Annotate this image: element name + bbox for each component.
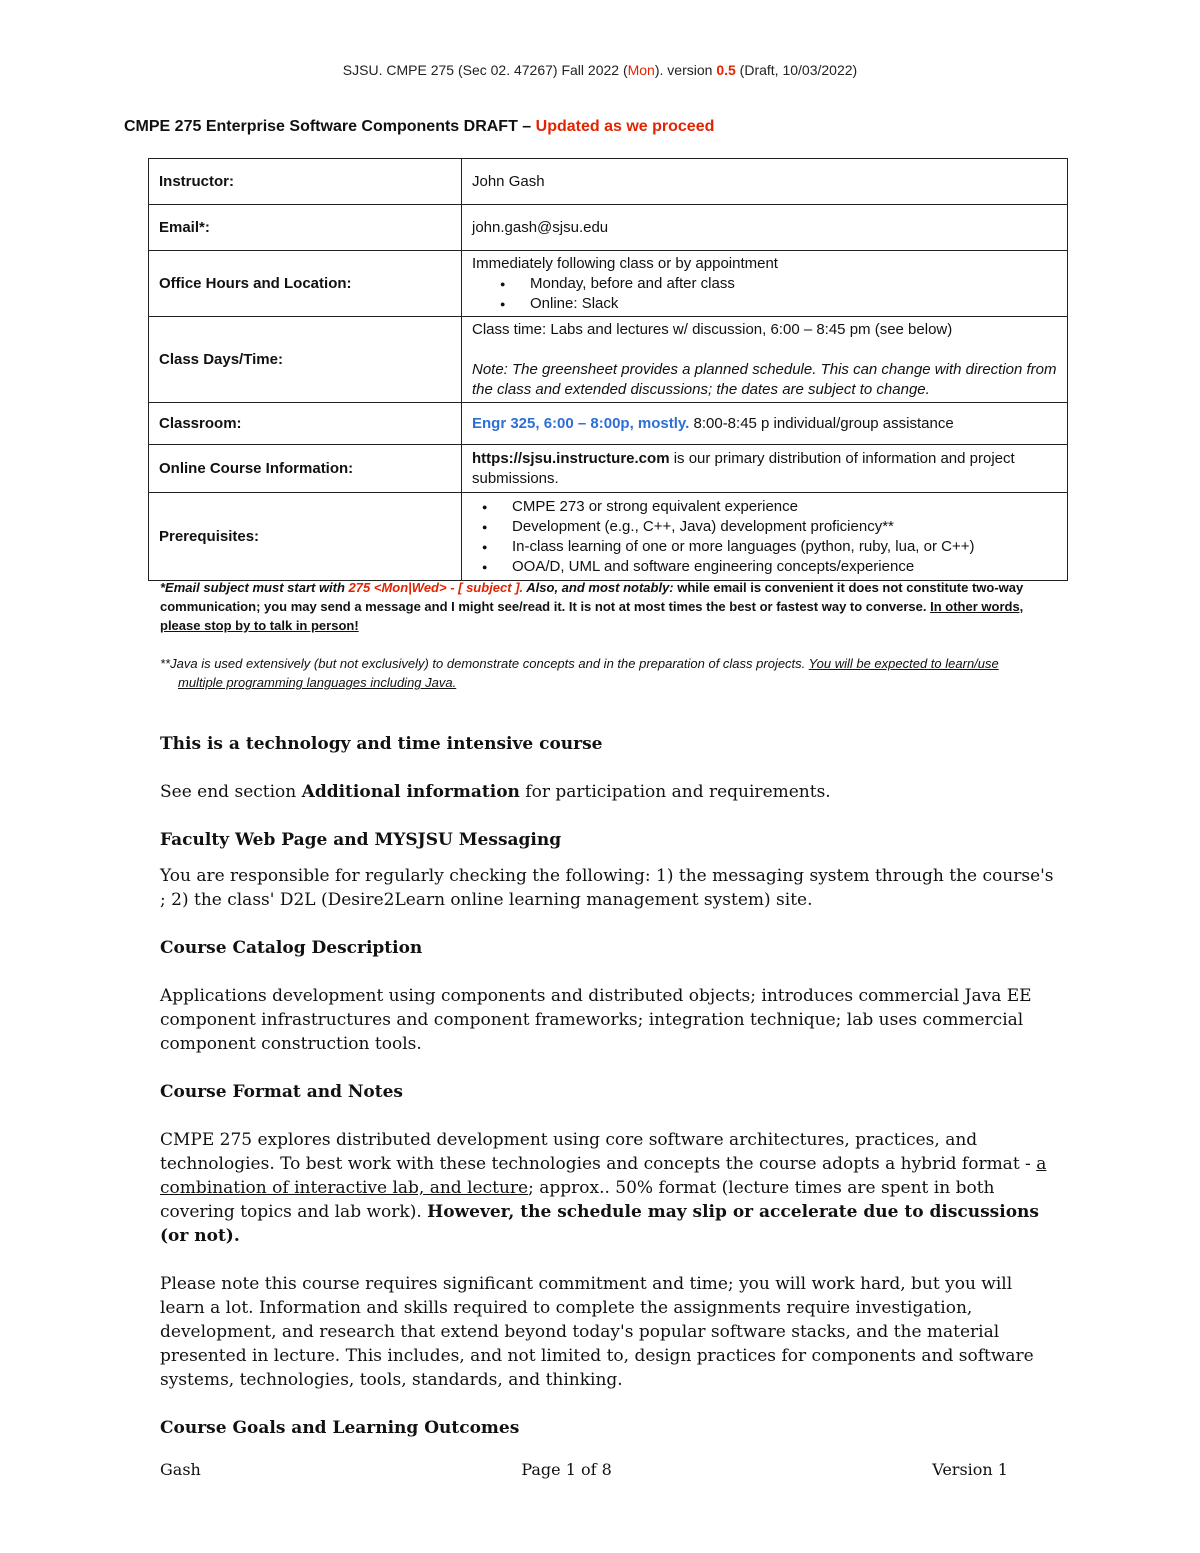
office-item: ● Monday, before and after class	[530, 274, 1057, 294]
row-classroom	[149, 403, 1068, 445]
footer-author: Gash	[160, 1460, 201, 1479]
title-note: Updated as we proceed	[535, 118, 715, 135]
room-label: Classroom:	[149, 403, 462, 445]
format-underline: a combination of interactive lab, and lecture	[160, 1154, 1047, 1198]
prereq-item: ● CMPE 273 or strong equivalent experience	[512, 497, 1057, 517]
see-end-paragraph	[160, 780, 1060, 804]
room-value	[462, 403, 1068, 445]
row-online	[149, 445, 1068, 493]
online-label: Online Course Information:	[149, 445, 462, 493]
footer-version: Version 1	[932, 1460, 1008, 1479]
class-value	[462, 317, 1068, 403]
room-highlight: Engr 325, 6:00 – 8:00p, mostly.	[472, 414, 690, 432]
heading-catalog: Course Catalog Description	[160, 938, 423, 958]
room-rest: 8:00-8:45 p individual/group assistance	[689, 414, 954, 432]
header-day: Mon	[627, 62, 655, 78]
row-email	[149, 205, 1068, 251]
note1-b: Also, and most notably:	[523, 580, 674, 595]
office-item: ● Online: Slack	[530, 294, 1057, 314]
office-line: Immediately following class or by appointment	[472, 254, 778, 272]
heading-goals: Course Goals and Learning Outcomes	[160, 1418, 520, 1438]
format-b: ; approx.. 50% format (lecture times are spent in both covering topics and lab work).	[160, 1178, 995, 1222]
prereq-list	[472, 497, 1057, 577]
instructor-value: John Gash	[462, 159, 1068, 205]
header-text-1: SJSU. CMPE 275 (Sec 02. 47267) Fall 2022 (	[342, 62, 628, 78]
online-rest: is our primary distribution of information and project submissions.	[472, 449, 1015, 487]
header-version: 0.5	[716, 62, 736, 78]
heading-intensive: This is a technology and time intensive course	[160, 734, 603, 754]
class-label: Class Days/Time:	[149, 317, 462, 403]
header-text-2: ). version	[654, 62, 717, 78]
class-time: Class time: Labs and lectures w/ discussion, 6:00 – 8:45 pm (see below)	[472, 320, 953, 338]
email-value[interactable]: john.gash@sjsu.edu	[462, 205, 1068, 251]
java-footnote	[160, 654, 1040, 692]
note2-underline: You will be expected to learn/use multiple programming languages including Java.	[178, 656, 999, 690]
row-office-hours	[149, 251, 1068, 317]
online-url-link[interactable]: https://sjsu.instructure.com	[472, 449, 670, 467]
email-label: Email*:	[149, 205, 462, 251]
office-label: Office Hours and Location:	[149, 251, 462, 317]
format-a: CMPE 275 explores distributed development using core software architectures, practices, and technologies. To best work with these technologies and concepts the course adopts a hybrid format -	[160, 1130, 1037, 1174]
heading-format: Course Format and Notes	[160, 1082, 403, 1102]
row-instructor	[149, 159, 1068, 205]
prereq-item: ● Development (e.g., C++, Java) development proficiency**	[512, 517, 1057, 537]
see-b: Additional information	[301, 782, 520, 802]
row-class-days	[149, 317, 1068, 403]
course-info-table	[148, 158, 1068, 581]
note1-red: 275 <Mon|Wed> - [ subject ].	[348, 580, 524, 595]
see-c: for participation and requirements.	[519, 782, 831, 802]
office-value	[462, 251, 1068, 317]
prereq-item: ● In-class learning of one or more languages (python, ruby, lua, or C++)	[512, 537, 1057, 557]
office-list	[472, 274, 1057, 314]
email-footnote	[160, 578, 1040, 635]
see-a: See end section	[160, 782, 302, 802]
note2-a: **Java is used extensively (but not exclusively) to demonstrate concepts and in the preparation of class projects.	[160, 656, 809, 671]
format-paragraph	[160, 1128, 1060, 1248]
prereq-item: ● OOA/D, UML and software engineering concepts/experience	[512, 557, 1057, 577]
instructor-label: Instructor:	[149, 159, 462, 205]
document-title	[124, 118, 714, 136]
heading-faculty: Faculty Web Page and MYSJSU Messaging	[160, 830, 562, 850]
footnotes	[160, 578, 1040, 692]
prereq-label: Prerequisites:	[149, 493, 462, 581]
note1-c: while email is convenient it does not constitute two-way communication; you may send a message and I might see/read it. It is not at most times the best or fastest way to converse.	[160, 580, 1024, 614]
main-content	[160, 732, 1060, 1440]
page-footer	[160, 1460, 1008, 1479]
commitment-paragraph: Please note this course requires significant commitment and time; you will work hard, but you will learn a lot. Information and skills required to complete the assignments require investigation, development, and research that extend beyond today's popular software stacks, and the material presented in lecture. This includes, and not limited to, design practices for components and software systems, technologies, tools, standards, and thinking.	[160, 1274, 1034, 1390]
footer-page-number: Page 1 of 8	[521, 1460, 612, 1479]
row-prerequisites	[149, 493, 1068, 581]
online-value	[462, 445, 1068, 493]
title-main: CMPE 275 Enterprise Software Components DRAFT –	[124, 118, 536, 135]
note1-underline: In other words, please stop by to talk in person!	[160, 599, 1024, 633]
format-bold: However, the schedule may slip or accelerate due to discussions (or not).	[160, 1202, 1039, 1246]
faculty-paragraph: You are responsible for regularly checking the following: 1) the messaging system through the course's ; 2) the class' D2L (Desire2Learn online learning management system) site.	[160, 866, 1054, 910]
class-note: Note: The greensheet provides a planned schedule. This can change with direction from the class and extended discussions; the dates are subject to change.	[472, 360, 1057, 398]
prereq-value	[462, 493, 1068, 581]
page-header	[0, 62, 1200, 78]
header-text-3: (Draft, 10/03/2022)	[735, 62, 858, 78]
note1-a: *Email subject must start with	[160, 580, 349, 595]
catalog-paragraph: Applications development using components and distributed objects; introduces commercial Java EE component infrastructures and component frameworks; integration technique; lab uses commercial component construction tools.	[160, 986, 1032, 1054]
